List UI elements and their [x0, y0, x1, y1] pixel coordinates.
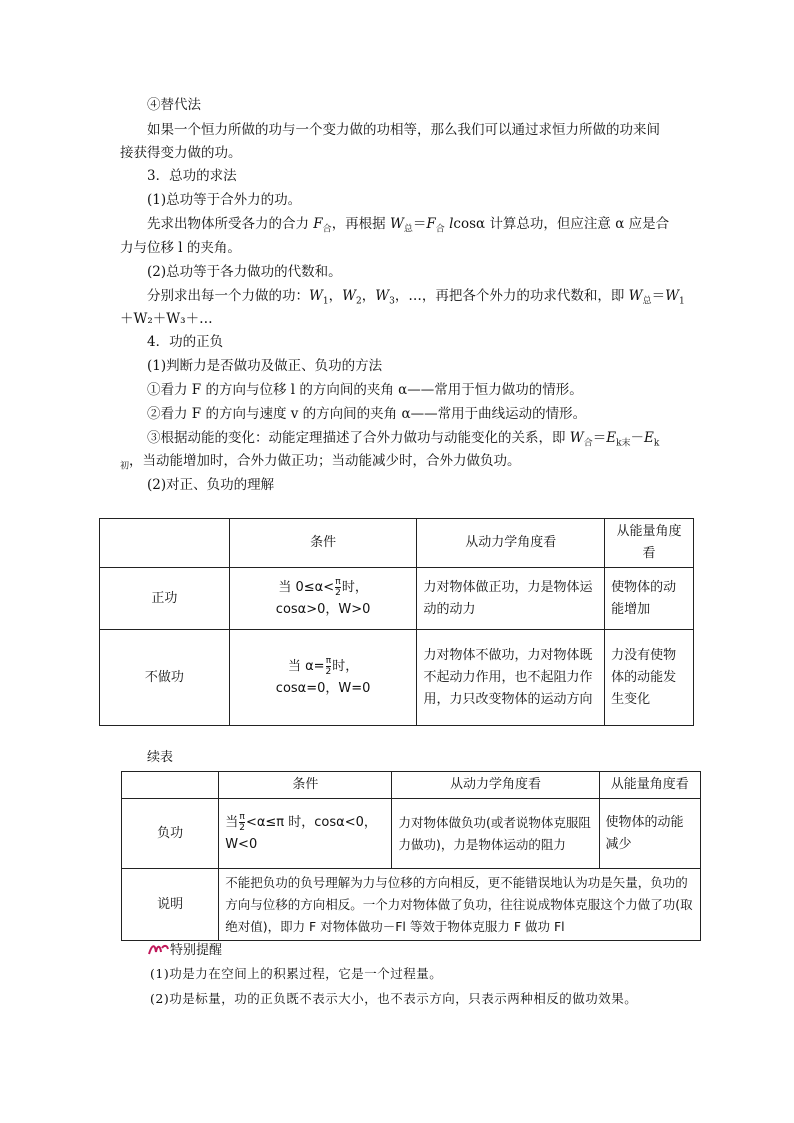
energy-cell: 力没有使物体的动能发生变化 [605, 630, 694, 726]
paragraph-line: $_初$，当动能增加时，合外力做正功；当动能减少时，合外力做负功。 [120, 453, 521, 472]
table-row [122, 869, 701, 941]
condition-cell: 当 α= $\frac{\pi}{2}$ 时， cosα=0，W=0 [229, 630, 417, 726]
row-label: 说明 [122, 869, 219, 941]
special-reminder-heading: 特别提醒 [148, 939, 222, 960]
subheading: (2)对正、负功的理解 [147, 477, 275, 493]
paragraph-line: 分别求出每一个力做的功：$W_1$，$W_2$，$W_3$，…，再把各个外力的功求代数和，即 $W_总=W_1$ [147, 288, 685, 307]
condition-cell: 当 $\frac{\pi}{2}$ <α≤π 时，cosα<0，W<0 [219, 799, 392, 869]
row-label: 负功 [122, 799, 219, 869]
paragraph-line: ③根据动能的变化：动能定理描述了合外力做功与动能变化的关系，即 $W_合=E_{k末}-E_k$ [147, 430, 660, 449]
header-cell: 从能量角度看 [605, 519, 694, 568]
paragraph-line: ②看力 F 的方向与速度 v 的方向间的夹角 α——常用于曲线运动的情形。 [147, 406, 587, 422]
row-label: 正功 [100, 568, 230, 630]
subheading: (1)总功等于合外力的功。 [147, 192, 302, 208]
reminder-item: (2)功是标量，功的正负既不表示大小，也不表示方向，只表示两种相反的做功效果。 [150, 991, 638, 1006]
paragraph-line: 力与位移 l 的夹角。 [120, 240, 241, 256]
header-cell [100, 519, 230, 568]
header-cell: 条件 [229, 519, 417, 568]
paragraph-line: ①看力 F 的方向与位移 l 的方向间的夹角 α——常用于恒力做功的情形。 [147, 382, 583, 398]
table-row [122, 799, 701, 869]
paragraph-line: ＋W₂＋W₃＋… [120, 311, 213, 327]
note-cell: 不能把负功的负号理解为力与位移的方向相反，更不能错误地认为功是矢量，负功的方向与位移的方向相反。一个力对物体做了负功，往往说成物体克服这个力做了功(取绝对值)，即力 F 对物体做功－Fl 等效于物体克服力 F 做功 Fl [219, 869, 701, 941]
subheading: (1)判断力是否做功及做正、负功的方法 [147, 358, 383, 374]
condition-cell: 当 0≤α< $\frac{\pi}{2}$ 时， cosα>0，W>0 [229, 568, 417, 630]
energy-cell: 使物体的动能减少 [599, 799, 700, 869]
paragraph-line: 接获得变力做的功。 [120, 145, 242, 161]
table-header-row [100, 519, 694, 568]
paragraph-line: 先求出物体所受各力的合力 $F_合$，再根据 $W_总=F_合$ lcosα 计算总功，但应注意 α 应是合 [147, 216, 670, 235]
header-cell [122, 772, 219, 799]
table-header-row [122, 772, 701, 799]
continued-table-label: 续表 [147, 750, 174, 765]
work-sign-table [99, 518, 694, 726]
dynamics-cell: 力对物体做负功(或者说物体克服阻力做功)，力是物体运动的阻力 [392, 799, 599, 869]
section-heading-total-work: 3．总功的求法 [147, 168, 237, 184]
reminder-item: (1)功是力在空间上的积累过程，它是一个过程量。 [150, 966, 443, 981]
header-cell: 从能量角度看 [599, 772, 700, 799]
header-cell: 从动力学角度看 [417, 519, 605, 568]
table-row [100, 630, 694, 726]
subheading: (2)总功等于各力做功的代数和。 [147, 264, 342, 280]
header-cell: 条件 [219, 772, 392, 799]
table-row [100, 568, 694, 630]
paragraph-line: 如果一个恒力所做的功与一个变力做的功相等，那么我们可以通过求恒力所做的功来间 [147, 122, 660, 138]
reminder-icon [148, 942, 170, 960]
header-cell: 从动力学角度看 [392, 772, 599, 799]
dynamics-cell: 力对物体不做功，力对物体既不起动力作用，也不起阻力作用，力只改变物体的运动方向 [417, 630, 605, 726]
dynamics-cell: 力对物体做正功，力是物体运动的动力 [417, 568, 605, 630]
energy-cell: 使物体的动能增加 [605, 568, 694, 630]
row-label: 不做功 [100, 630, 230, 726]
method-heading-substitution: ④替代法 [147, 97, 201, 113]
section-heading-sign: 4．功的正负 [147, 334, 224, 350]
work-sign-table-continued [121, 771, 701, 941]
